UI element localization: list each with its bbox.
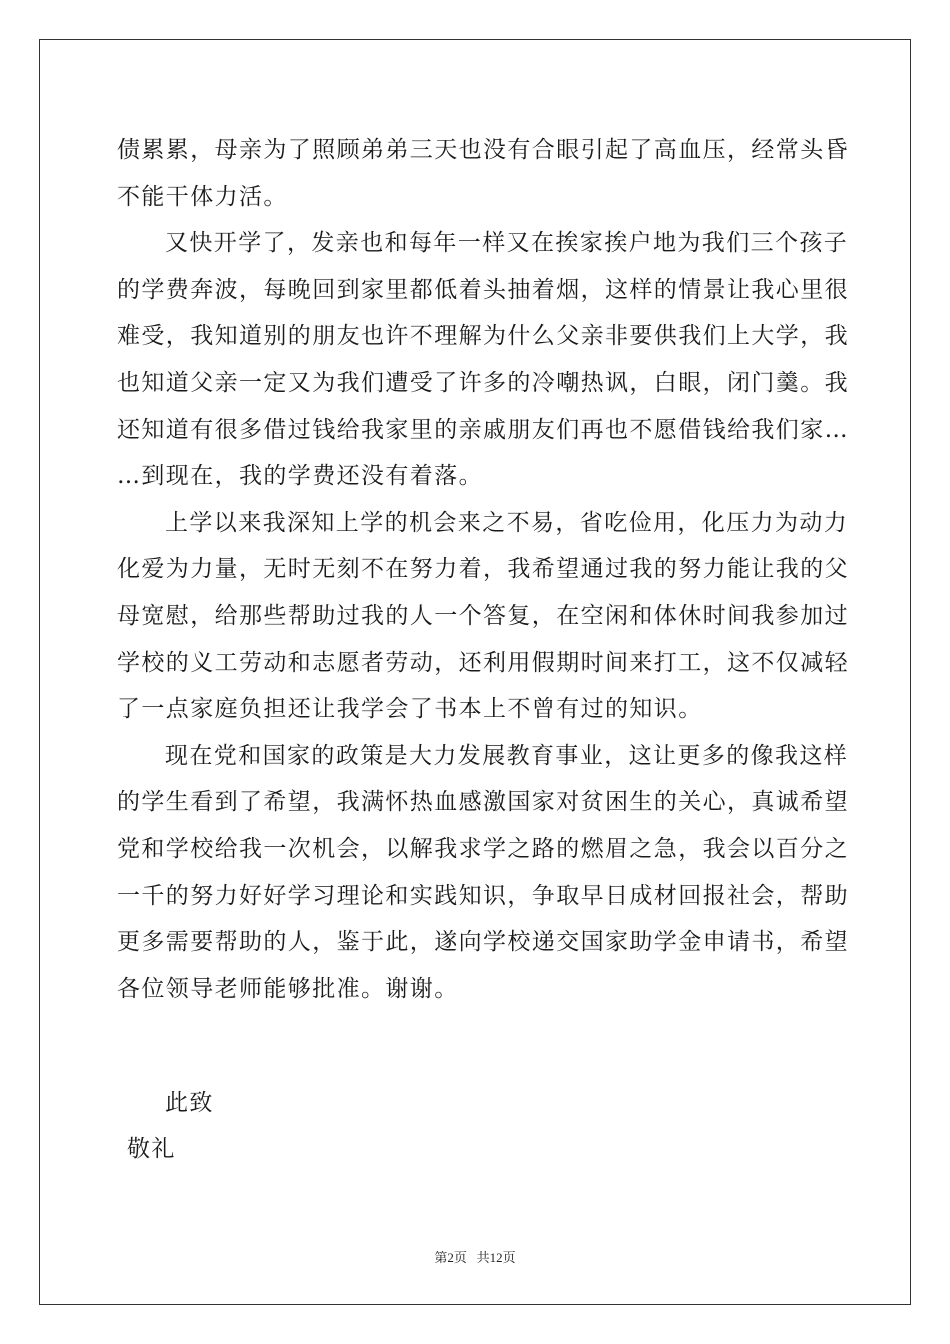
body-line: 还知道有很多借过钱给我家里的亲戚朋友们再也不愿借钱给我们家… xyxy=(117,416,849,443)
paragraph-first-line: 现在党和国家的政策是大力发展教育事业，这让更多的像我这样 xyxy=(165,742,849,769)
body-line: 党和学校给我一次机会，以解我求学之路的燃眉之急，我会以百分之 xyxy=(117,835,849,862)
body-line: 不能干体力活。 xyxy=(117,183,288,210)
body-line: 了一点家庭负担还让我学会了书本上不曾有过的知识。 xyxy=(117,696,703,723)
body-line: 母宽慰，给那些帮助过我的人一个答复，在空闲和体休时间我参加过 xyxy=(117,602,849,629)
letter-body xyxy=(117,127,849,1012)
page-footer xyxy=(0,1247,950,1266)
paragraph-first-line: 上学以来我深知上学的机会来之不易，省吃俭用，化压力为动力 xyxy=(165,509,849,536)
page-total: 共12页 xyxy=(476,1250,516,1265)
body-line: 更多需要帮助的人，鉴于此，遂向学校递交国家助学金申请书，希望 xyxy=(117,929,849,956)
body-line: 一千的努力好好学习理论和实践知识，争取早日成材回报社会，帮助 xyxy=(117,882,849,909)
body-line: 的学费奔波，每晚回到家里都低着头抽着烟，这样的情景让我心里很 xyxy=(117,276,849,303)
page-number: 第2页 xyxy=(434,1250,467,1265)
body-line: 债累累，母亲为了照顾弟弟三天也没有合眼引起了高血压，经常头昏 xyxy=(117,137,849,163)
body-line: …到现在，我的学费还没有着落。 xyxy=(117,463,483,490)
salutation: 敬礼 xyxy=(127,1136,176,1162)
body-line: 的学生看到了希望，我满怀热血感激国家对贫困生的关心，真诚希望 xyxy=(117,789,849,816)
body-line: 学校的义工劳动和志愿者劳动，还利用假期时间来打工，这不仅减轻 xyxy=(117,649,849,676)
paragraph-first-line: 又快开学了，发亲也和每年一样又在挨家挨户地为我们三个孩子 xyxy=(165,230,849,257)
closing-phrase: 此致 xyxy=(165,1090,214,1116)
body-line: 难受，我知道别的朋友也许不理解为什么父亲非要供我们上大学，我 xyxy=(117,323,849,350)
body-line: 也知道父亲一定又为我们遭受了许多的冷嘲热讽，白眼，闭门羹。我 xyxy=(117,369,849,396)
body-line: 化爱为力量，无时无刻不在努力着，我希望通过我的努力能让我的父 xyxy=(117,556,849,583)
body-line: 各位领导老师能够批准。谢谢。 xyxy=(117,975,459,1002)
